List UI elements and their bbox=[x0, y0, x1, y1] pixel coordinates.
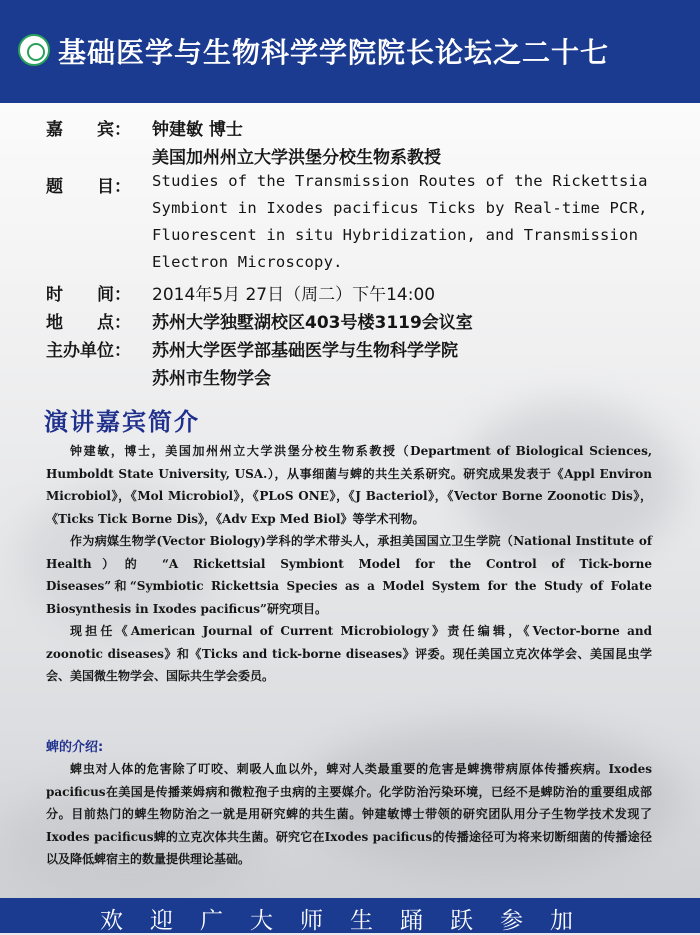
place-label: 地 点： bbox=[46, 313, 131, 333]
guest-name: 钟建敏 博士 bbox=[152, 120, 243, 140]
tick-paragraph: 蜱虫对人体的危害除了叮咬、刺吸人血以外，蜱对人类最重要的危害是蜱携带病原体传播疾病。Ixodes pacificus在美国是传播莱姆病和微粒孢子虫病的主要媒介。化学防治污染环境，已经不是蜱防治的重要组成部分。目前热门的蜱生物防治之一就是用研究蜱的共生菌。钟建敏博士带领的研究团队用分子生物学技术发现了Ixodes pacificus蜱的立克次体共生菌。研究它在Ixodes pacificus的传播途径可为将来切断细菌的传播途径以及降低蜱宿主的数量提供理论基础。 bbox=[46, 762, 652, 866]
host-line: 苏州市生物学会 bbox=[152, 369, 271, 389]
tick-intro bbox=[46, 758, 652, 871]
guest-label: 嘉 宾： bbox=[46, 120, 131, 140]
tick-intro-heading: 蜱的介绍: bbox=[46, 740, 104, 755]
bio-section-title: 演讲嘉宾简介 bbox=[44, 408, 200, 436]
topic-line: Symbiont in Ixodes pacificus Ticks by Real-time PCR, bbox=[152, 199, 648, 217]
topic-line: Studies of the Transmission Routes of the Rickettsia bbox=[152, 172, 648, 190]
bio-paragraph: 钟建敏，博士，美国加州州立大学洪堡分校生物系教授（Department of Biological Sciences, Humboldt State University, USA.），从事细菌与蜱的共生关系研究。研究成果发表于《Appl Environ Microbiol》，《Mol Microbiol》，《PLoS ONE》，《J Bacteriol》，《Vector Borne Zoonotic Dis》，《Ticks Tick Borne Dis》，《Adv Exp Med Biol》等学术刊物。 bbox=[46, 444, 652, 526]
forum-title: 基础医学与生物科学学院院长论坛之二十七 bbox=[58, 36, 610, 69]
guest-affiliation: 美国加州州立大学洪堡分校生物系教授 bbox=[152, 148, 441, 168]
university-logo-icon bbox=[18, 34, 50, 66]
topic-line: Electron Microscopy. bbox=[152, 253, 343, 271]
host-line: 苏州大学医学部基础医学与生物科学学院 bbox=[152, 341, 458, 361]
host-label: 主办单位： bbox=[46, 341, 131, 361]
bio-paragraph: 作为病媒生物学(Vector Biology)学科的学术带头人，承担美国国立卫生学院（National Institute of Health）的 “A Rickettsial Symbiont Model for the Control of Tick-borne Diseases”和“Symbiotic Rickettsia Species as a Model System for the Study of Folate Biosynthesis in Ixodes pacificus”研究项目。 bbox=[46, 534, 652, 616]
bio-paragraphs bbox=[46, 440, 652, 688]
header-banner bbox=[0, 0, 700, 103]
welcome-text: 欢迎广大师生踊跃参加 bbox=[100, 908, 600, 934]
topic-line: Fluorescent in situ Hybridization, and Transmission bbox=[152, 226, 639, 244]
topic-label: 题 目： bbox=[46, 177, 131, 197]
time-value: 2014年5月 27日（周二）下午14:00 bbox=[152, 285, 436, 305]
time-label: 时 间： bbox=[46, 285, 131, 305]
footer-banner bbox=[0, 898, 700, 933]
place-value: 苏州大学独墅湖校区403号楼3119会议室 bbox=[152, 313, 473, 333]
bio-paragraph: 现担任《American Journal of Current Microbiology》责任编辑，《Vector-borne and zoonotic diseases》和《Ticks and tick-borne diseases》评委。现任美国立克次体学会、美国昆虫学会、美国微生物学会、国际共生学会委员。 bbox=[46, 624, 652, 683]
